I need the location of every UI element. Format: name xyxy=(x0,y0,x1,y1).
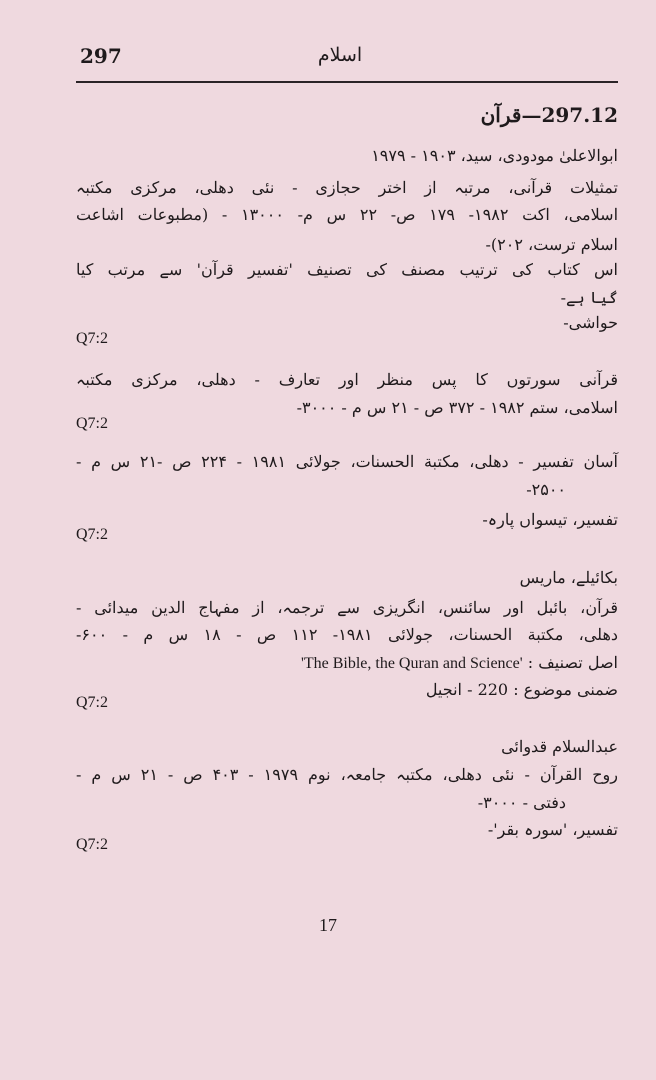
entry-author: عبدالسلام قدوائی xyxy=(501,737,618,756)
header-rule xyxy=(76,81,618,83)
entry-note: اس کتاب کی ترتیب مصنف کی تصنیف 'تفسیر قرآن' سے مرتب کیا xyxy=(76,260,618,279)
classification-code: Q7:2 xyxy=(76,694,108,711)
entry-line: اسلامی، اکت ۱۹۸۲- ۱۷۹ ص- ۲۲ س م- ۱۳۰۰۰ - (مطبوعات اشاعت xyxy=(76,205,619,224)
original-title-label: اصل تصنیف : xyxy=(527,653,618,672)
entry-line: آسان تفسیر - دھلی، مکتبة الحسنات، جولائی ۱۹۸۱ - ۲۲۴ ص -۲۱ س م - xyxy=(76,452,619,471)
header-title: اسلام xyxy=(317,44,363,66)
entry-note xyxy=(301,653,618,673)
entry-note: تفسیر، 'سورہ بقر'- xyxy=(487,820,618,839)
entry-line: اسلام ترست، ۲۰۲)- xyxy=(485,235,618,254)
entry-note: ضمنی موضوع : 220 - انجیل xyxy=(425,680,618,699)
entry-line: تمثیلات قرآنی، مرتبہ از اختر حجازی - نئی دھلی، مرکزی مکتبہ xyxy=(76,178,619,197)
classification-code: Q7:2 xyxy=(76,526,108,543)
classification-code: Q7:2 xyxy=(76,330,108,347)
entry-note: تفسیر، تیسواں پارہ- xyxy=(482,510,618,529)
header-page-number: 297 xyxy=(80,44,122,68)
entry-note: گیا ہے- xyxy=(560,288,618,307)
classification-code: Q7:2 xyxy=(76,415,108,432)
entry-line: اسلامی، ستم ۱۹۸۲ - ۳۷۲ ص - ۲۱ س م - ۳۰۰۰- xyxy=(296,398,618,417)
classification-code: Q7:2 xyxy=(76,836,108,853)
entry-line: دھلی، مکتبة الحسنات، جولائی ۱۹۸۱- ۱۱۲ ص - ۱۸ س م - ۶۰۰- xyxy=(76,625,619,644)
section-heading: 297.12—قرآن xyxy=(480,103,618,127)
entry-note: حواشی- xyxy=(563,313,618,332)
entry-line: قرآنی سورتوں کا پس منظر اور تعارف - دھلی، مرکزی مکتبہ xyxy=(76,370,618,389)
entry-line: ۲۵۰۰- xyxy=(526,480,566,499)
entry-line: دفتی - ۳۰۰۰- xyxy=(477,793,566,812)
entry-author: بکائیلے، ماریس xyxy=(519,568,618,587)
entry-author: ابوالاعلیٰ مودودی، سید، ۱۹۰۳ - ۱۹۷۹ xyxy=(371,146,618,165)
original-title: 'The Bible, the Quran and Science' xyxy=(300,655,523,672)
folio-number: 17 xyxy=(319,915,337,935)
entry-line: روح القرآن - نئی دھلی، مکتبہ جامعہ، نوم ۱۹۷۹ - ۴۰۳ ص - ۲۱ س م - xyxy=(76,765,618,784)
entry-line: قرآن، بائبل اور سائنس، انگریزی سے ترجمہ، از مفہاج الدین میدائی - xyxy=(76,598,618,617)
